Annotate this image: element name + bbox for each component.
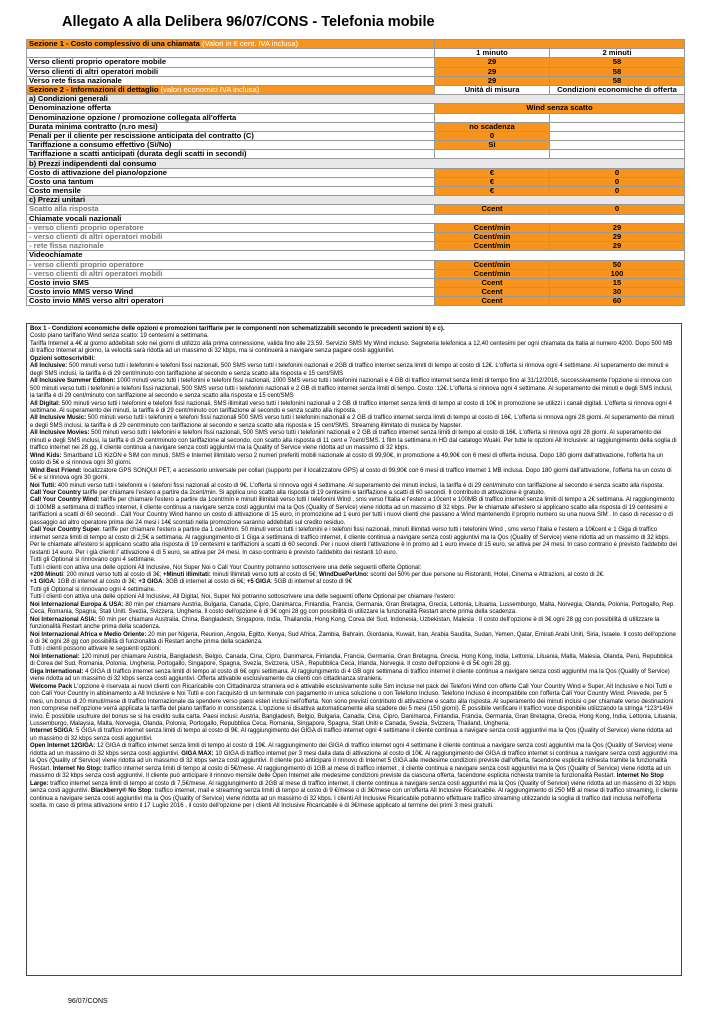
video-header-label: Videochiamate [27, 251, 685, 260]
section-title: Sezione 1 - Costo complessivo di una chiamata [29, 39, 200, 49]
detail-value: 30 [550, 288, 685, 297]
detail-value [550, 113, 685, 122]
section-1-columns [27, 49, 685, 58]
detail-label: - verso clienti di altri operatori mobili [27, 269, 435, 278]
detail-value: 0 [550, 187, 685, 196]
detail-value: 60 [550, 297, 685, 306]
detail-row [27, 269, 685, 278]
detail-label: Costo una tantum [27, 177, 435, 186]
detail-label: Costo invio MMS verso Wind [27, 288, 435, 297]
option-all-inclusive-summer: All Inclusive Summer Edition: 1000 minuti verso tutti i telefonini e telefoni fissi nazionali, 1000 SMS verso tutti i telefonini nazionali e 4 GB di traffico internet senza limiti di tempo fino al 31/12/2016, successivamente l'opzione si rinnova con 500 minuti verso tutti i telefonini e telefoni fissi nazionali, 500 SMS verso tutti i telefonini nazionali e 2 GB di traffico internet senza limiti di tempo. Costo :12€. L'offerta si rinnova ogni 4 settimane. Al superamento dei minuti e degli SMS inclusi, la tariffa è di 29 cent/minuto con tariffazione al secondo e senza scatto alla risposta e 15 cent/SMS [30, 378, 673, 400]
detail-row [27, 278, 685, 287]
detail-row [27, 205, 685, 214]
cost-2-minutes: 58 [550, 67, 685, 76]
group-a [27, 95, 685, 104]
detail-unit: Ccent [435, 288, 550, 297]
video-header [27, 251, 685, 260]
group-c [27, 196, 685, 205]
cost-row [27, 76, 685, 85]
section-subtitle: (Valori in € cent. IVA inclusa) [202, 39, 298, 49]
detail-unit: Sì [435, 141, 550, 150]
detail-row [27, 113, 685, 122]
conditions-header: Condizioni economiche di offerta [550, 85, 685, 94]
voice-header-label: Chiamate vocali nazionali [27, 214, 685, 223]
detail-value: 0 [550, 205, 685, 214]
detail-unit: 0 [435, 131, 550, 140]
box-paragraph: Tutti i clienti con attiva una delle opzioni All Inclusive, All Digital, Noi, Super Noi potranno sottoscrivere una delle seguenti offerte Optional per chiamare l'estero: [30, 594, 456, 601]
detail-label: Denominazione offerta [27, 104, 435, 113]
box-paragraph: Costo piano tariffario Wind senza scatto: 19 centesimi a settimana. [30, 333, 209, 340]
detail-row [27, 297, 685, 306]
section-2-header [27, 85, 685, 94]
group-a-label: a) Condizioni generali [27, 95, 685, 104]
detail-value [550, 150, 685, 159]
detail-row [27, 232, 685, 241]
option-all-inclusive-movies: All Inclusive Movies: 500 minuti verso tutti i telefonini e telefoni fissi nazionali, 500 SMS verso tutti i telefonini nazionali e 2 GB di traffico internet senza limiti di tempo al costo di 16€. L'offerta si rinnova ogni 28 giorni. Al superamento dei minuti e degli SMS inclusi, la tariffa è di 29 cent/minuto con tariffazione al secondo, con scatto alla risposta di 11 cent e 7cent/SMS. 1 film la settimana in HD dal catalogo Wuaki. Per tutte le opzioni All Inclusive: al raggiungimento della soglia di traffico internet nei 28 gg, il cliente continua a navigare senza costi aggiuntivi ma la Quality of Service viene ridotta ad un massimo di 32 kbps. [30, 430, 677, 452]
cost-label: Verso clienti proprio operatore mobile [27, 58, 435, 67]
detail-label: Scatto alla risposta [27, 205, 435, 214]
detail-label: - verso clienti proprio operatore [27, 260, 435, 269]
detail-row [27, 242, 685, 251]
detail-label: Costo invio MMS verso altri operatori [27, 297, 435, 306]
detail-value: 50 [550, 260, 685, 269]
detail-value [550, 131, 685, 140]
optional-giga: +1 GIGA: 1GB di internet al costo di 3€; +3 GIGA: 3GB di internet al costo di 6€; +5 GIGA: 5GB di internet al costo di 9€ [30, 579, 352, 586]
detail-label: Denominazione opzione / promozione collegata all'offerta [27, 113, 435, 122]
detail-unit: Ccent [435, 297, 550, 306]
cost-row [27, 67, 685, 76]
detail-value: 0 [550, 177, 685, 186]
detail-unit: € [435, 187, 550, 196]
section-title: Sezione 2 - Informazioni di dettaglio [29, 85, 159, 95]
detail-unit: Ccent/min [435, 269, 550, 278]
cost-2-minutes: 58 [550, 76, 685, 85]
detail-label: Durata minima contratto (n.ro mesi) [27, 122, 435, 131]
box-paragraph: Tutti i clienti possono attivare le seguenti opzioni: [30, 646, 162, 653]
detail-unit [435, 150, 550, 159]
detail-label: Costo invio SMS [27, 278, 435, 287]
detail-row [27, 131, 685, 140]
group-c-label: c) Prezzi unitari [27, 196, 685, 205]
detail-unit: Ccent/min [435, 242, 550, 251]
cost-row [27, 58, 685, 67]
option-call-your-country-super: Call Your Country Super. tariffe per chiamare l'estero a partire da 1 cent/min. 50 minuti verso tutti i telefonini e i telefoni fissi nazionali, minuti illimitati verso tutti i telefonini Wind , sms verso l'Italia e l'estero a 10€cent e 1 Giga di traffico internet senza limiti di tempo al costo di 2,5€ a settimana. Al raggiungimento di 1 Giga a settimana di traffico internet, il cliente continua a navigare senza costi aggiuntivi ma la Qos (Quality of Service) viene ridotta ad un massimo di 32 kbps. Per le chiamate all'estero si applicano scatto alla risposta di 19 centesimi e tariffazioni a scatti di 60 secondi. Per i nuovi clienti l'attivazione è in promo ad 1 euro invece di 15 euro, se attiva per 24 mesi. In caso contrario è previsto l'addebito dei restanti 14 euro. Per i già clienti l' attivazione è di 5 euro, se attiva per 24 mesi. In caso contrario è previsto l'addebito dei restanti 10 euro. [30, 527, 678, 556]
detail-unit [435, 113, 550, 122]
detail-unit: € [435, 168, 550, 177]
detail-value [550, 141, 685, 150]
option-call-your-country-wind: Call Your Country Wind: tariffe per chiamare l'estero a partire da 1cent/min e minuti illimitati verso tutti i telefonini Wind , sms verso l'Italia e l'estero a 10cent e 100MB di traffico internet senza limiti di tempo a 2€ settimana. Al raggiungimento di 100MB a settimana di traffico internet, il cliente continua a navigare senza costi aggiuntivi ma la Qos (Quality of Service) viene ridotta ad un massimo di 32 kbps. Per le chiamate all'estero si applicano scatto alla risposta di 19 centesimi e tariffazioni a scatti di 60 secondi . Call Your Country Wind hanno un costo di attivazione di 15 euro, in promozione ad 1 euro per tutti i nuovi clienti che passano a Wind mantenendo il proprio numero su una nuova SIM . In caso di recesso o di passaggio ad altro operatore prima dei 24 mesi i 14€ scontati nella promozione saranno addebitati sul credito residuo. [30, 497, 675, 526]
group-b-label: b) Prezzi indipendenti dal consumo [27, 159, 685, 168]
section-1-header [27, 40, 685, 49]
box-paragraph: Tutti i clienti con attiva una delle opzioni All Inclusive, Noi Super Noi o Call Your Country potranno sottoscrivere una delle seguenti offerte Optional: [30, 564, 422, 571]
box-heading: Box 1 - Condizioni economiche delle opzioni e promozioni tariffarie per le componenti non schematizzabili secondo le precedenti sezioni b) e c). [30, 326, 445, 332]
option-giga-international: Giga International: 4 GIGA di traffico internet senza limiti di tempo al costo di 6€ ogni settimana. Al raggiungimento di 4 GB ogni settimana di traffico internet il cliente continua a navigare senza costi aggiuntivi ma la Qos (Quality of Service) viene ridotta ad un massimo di 32 kbps senza costi aggiuntivi. Offerta attivabile esclusivamente da clienti con cittadinanza straniera. [30, 668, 670, 683]
section-1-header-label [27, 40, 435, 49]
detail-row [27, 223, 685, 232]
option-all-inclusive-music: All Inclusive Music: 500 minuti verso tutti i telefonini e telefoni fissi nazionali 500 SMS verso tutti i telefonini nazionali e 2 GB di traffico internet senza limiti di tempo al costo di 16€. L'offerta si rinnova ogni 28 giorni. Al superamento dei minuti e degli SMS inclusi, la tariffa è di 29 cent/minuto con tariffazione al secondo e senza scatto alla risposta e 15 cent/SMS. Streaming illimitato di musica by Napster. [30, 415, 675, 429]
cost-label: Verso rete fissa nazionale [27, 76, 435, 85]
detail-row [27, 187, 685, 196]
detail-unit: Ccent/min [435, 260, 550, 269]
cost-2-minutes: 58 [550, 58, 685, 67]
detail-row [27, 150, 685, 159]
option-noi-international-europa: Noi Internazional Europa & USA: 80 min per chiamare Austria, Bulgaria, Canada, Cipro, Danimarca, Finlandia, Francia, Germania, Gran Bretagna, Grecia, Lettonia, Lituania, Lussemburgo, Malta, Norvegia, Olanda, Polonia, Portogallo, Rep. Ceca, Romania, Spagna, Stati Uniti, Svezia, Svizzera, Ungheria. Il costo dell'opzione è di 3€ ogni 28 gg con possibilità di utilizzare la funzionalità Restart anche prima della scadenza. [30, 601, 675, 616]
section-1-blank [435, 40, 685, 49]
box-1 [26, 323, 682, 976]
option-noi-international: Noi International: 120 minuti per chiamare Austria, Bangladesh, Belgio, Canada, Cina, Cipro, Danimarca, Finlandia, Francia, Germania, Gran Bretagna, Grecia, Hong Kong, India, Lettonia, Lituania, Malta, Malesia, Olanda, Perù, Repubblica di Corea del Sud, Romania, Polonia, Ungheria, Portogallo, Singapore, Spagna, Svezia, Svizzera, USA , Repubblica Ceca, Irlanda, Norvegia. Il costo dell'opzione è di 5€ ogni 28 gg. [30, 653, 673, 668]
detail-value: 0 [550, 168, 685, 177]
optional-minutes: +200 Minuti: 200 minuti verso tutti al costo di 3€; +Minuti illimitati: minuti Illimitati verso tutti al costo di 5€; WindDuePerUno: sconti del 50% per due persone su Ristoranti, Hotel, Cinema e Attrazioni, al costo di 2€. [30, 571, 605, 578]
unit-header: Unità di misura [435, 85, 550, 94]
detail-row [27, 141, 685, 150]
detail-row [27, 260, 685, 269]
detail-label: - verso clienti proprio operatore [27, 223, 435, 232]
detail-label: Tariffazione a consumo effettivo (Sì/No) [27, 141, 435, 150]
detail-row [27, 177, 685, 186]
detail-value [550, 122, 685, 131]
detail-unit: Ccent [435, 205, 550, 214]
cost-1-minute: 29 [435, 76, 550, 85]
detail-label: - verso clienti di altri operatori mobili [27, 232, 435, 241]
detail-value: 29 [550, 242, 685, 251]
box-paragraph: Tariffa Internet a 4€ al giorno addebitati solo nei giorni di utilizzo alla prima connessione, valida fino alle 23.59. Servizio SMS My Wind incluso. Segreteria telefonica a 12,40 centesimi per ogni chiamata da Italia al numero 4200. Dopo 500 MB di traffico Internet al giorno, la velocità sarà ridotta ad un massimo di 32 kbps, ma si continuerà a navigare senza pagare costi aggiuntivi. [30, 340, 673, 355]
detail-unit: no scadenza [435, 122, 550, 131]
cost-1-minute: 29 [435, 67, 550, 76]
detail-row [27, 104, 685, 113]
detail-label: Costo mensile [27, 187, 435, 196]
option-call-your-country: Call Your Country tariffe per chiamare l'estero a partire da 2cent/min. Si applica uno scatto alla risposta di 19 centesimi e tariffazione a scatti di 60 secondi. Il contributo di attivazione è gratuito. [30, 489, 546, 496]
option-welcome-pack: Welcome Pack L'opzione è riservata ai nuovi clienti con Ricaricabile con Cittadinanza straniera ed è attivabile esclusivamente sulle Sim incluse nel pack dei Telefoni Wind con offerte Call Your Country Wind e Super, All Inclusive e Noi Tutti e con Call Your Country in abbinamento a All Inclusive e Noi Tutti e con l'acquisto di un terminale con pagamento in unica soluzione o con Telefono Incluso. Telefono Incluso è incompatibile con l'offerta Call Your Country Wind. Prevede, per 5 mesi, un bonus di 20 minuti/mese di traffico Internazionale da spendere verso paesi esteri inclusi nell'offerta. Non sono previsti contributo di attivazione e scatto alla risposta. Al superamento dei minuti inclusi o per chiamate verso destinazioni non comprese nell'opzione verrà applicata la tariffa del piano tariffario in consistenza. L'opzione si disattiva automaticamente alla scadere dei 5 mesi (150 giorni). È possibile verificare il traffico voce disponibile utilizzando la stringa *123*149# invio. È possibile usufruire del bonus se si ha credito sulla carta. Paesi inclusi: Austria, Bangladesh, Belgio, Bulgaria, Canada, Cina, Cipro, Danimarca, Finlandia, Francia, Germania, Gran Bretagna, Grecia, Hong Kong, India, Lettonia, Lituania, Lussemburgo, Malaysia, Malta, Norvegia, Olanda, Polonia, Portogallo, Repubblica Ceca, Romania, Singapore, Spagna, Stati Uniti e Canada, Svezia, Svizzera, Thailand, Ungheria. [30, 683, 678, 728]
page-footer: 96/07/CONS [68, 998, 108, 1005]
col-1-minute: 1 minuto [435, 49, 550, 58]
cost-1-minute: 29 [435, 58, 550, 67]
detail-label: Tariffazione a scatti anticipati (durata degli scatti in secondi) [27, 150, 435, 159]
option-all-inclusive: All Inclusive: 500 minuti verso tutti i telefonini e telefoni fissi nazionali, 500 SMS verso tutti i telefonini nazionali e 2GB di traffico internet senza limiti di tempo al costo di 12€. L'offerta si rinnova ogni 4 settimane. Al superamento dei minuti e degli SMS inclusi, la tariffa è di 29 cent/minuto con tariffazione al secondo e senza scatto alla risposta e 15 cent/SMS [30, 363, 669, 377]
detail-unit: Ccent [435, 278, 550, 287]
detail-row [27, 122, 685, 131]
blank-cell [27, 49, 435, 58]
offer-table [26, 39, 685, 306]
detail-label: Penali per il cliente per rescissione anticipata del contratto (C) [27, 131, 435, 140]
detail-value: 100 [550, 269, 685, 278]
cost-label: Verso clienti di altri operatori mobili [27, 67, 435, 76]
detail-label: Costo di attivazione del piano/opzione [27, 168, 435, 177]
option-noi-international-asia: Noi Internazional ASIA: 50 min per chiamare Australia, China, Bangladesh, Singapore, India, Thailandia, Hong Kong, Corea del Sud, Indonesia, Uzbekistan, Malesia . Il costo dell'opzione è di 3€ ogni 28 gg con possibilità di utilizzare la funzionalità Restart anche prima della scadenza. [30, 616, 660, 631]
detail-unit: Ccent/min [435, 223, 550, 232]
detail-value: 29 [550, 232, 685, 241]
detail-row [27, 288, 685, 297]
detail-unit: € [435, 177, 550, 186]
detail-row [27, 168, 685, 177]
option-internet-5giga: Internet 5GIGA: 5 GIGA di traffico internet senza limiti di tempo al costo di 9€. Al raggiungimento dei GIGA di traffico internet ogni 4 settimane il cliente continua a navigare senza costi aggiuntivi ma la Qos (Quality of Service) viene ridotta ad un massimo di 32 kbps senza costi aggiuntivi. [30, 728, 673, 742]
box-paragraph: Tutti gli Optional si rinnovano ogni 4 settimane. [30, 586, 156, 593]
option-wind-best-friend: Wind Best Friend: localizzatore GPS SONQUI PET, e accessorio universale per collari (supporto per il localizzatore GPS) al costo di 99,90€ con 6 mesi di traffico internet 1 MB inclusa. Dopo 180 giorni dall'attivazione, l'offerta ha un costo di 5€ e si rinnova ogni 30 giorni. [30, 467, 672, 482]
page-title: Allegato A alla Delibera 96/07/CONS - Telefonia mobile [62, 14, 435, 30]
section-subtitle: (valori economici IVA inclusa) [160, 85, 260, 95]
section-2-header-label [27, 85, 435, 94]
option-noi-tutti: Noi Tutti: 400 minuti verso tutti i telefonini e i telefoni fissi nazionali al costo di 9€. L'offerta si rinnova ogni 4 settimane. Al superamento dei minuti inclusi, la tariffa è di 29 cent/minuto con tariffazione al secondo e senza scatto alla risposta. [30, 482, 664, 489]
box-paragraph: Tutti gli Optional si rinnovano ogni 4 settimane. [30, 557, 156, 564]
voice-header [27, 214, 685, 223]
option-noi-international-africa: Noi Internazional Africa e Medio Oriente: 20 min per Nigeria, Reunion, Angola, Egitto, Kenya, Sud Africa, Zambia, Bahrain, Giordania, Kuwait, Iran, Arabia Saudita, Sudan, Yemen, Qatar, Emirati Arabi Uniti, Siria, Israele. Il costo dell'opzione è di 3€ ogni 28 gg con possibilità di funzionalità di Restart anche prima della scadenza. [30, 631, 676, 646]
detail-value: 29 [550, 223, 685, 232]
option-open-internet: Open Internet 12GIGA: 12 GIGA di traffico internet senza limiti di tempo al costo di 19€. Al raggiungimento dei GIGA di traffico internet ogni 4 settimane il cliente continua a navigare senza costi aggiuntivi ma la Qos (Quality of Service) viene ridotta ad un massimo di 32 kbps senza costi aggiuntivi. GIGA MAX: 10 GIGA di traffico internet per 3 mesi dalla data di attivazione al costo di 10€. Al raggiungimento dei GIGA di traffico internet si continua a navigare senza costi aggiuntivi ma la Qos (Quality of Service) viene ridotta ad un massimo di 32 kbps senza costi aggiuntivi. Il cliente può anticipare il rinnovo di Internet 5 GIGA alle medesime condizioni previste dall'offerta, facendone esplicita richiesta tramite la funzionalità Restart. Internet No Stop: traffico internet senza limiti di tempo al costo di 5€/mese. Al raggiungimento di 1GB al mese di traffico internet , il cliente continua a navigare senza costi aggiuntivi ma la Qos (Quality of Service) viene ridotta ad un massimo di 32 kbps senza costi aggiuntivi. Il cliente può anticipare il rinnovo mensile delle Open Internet alle medesime condizioni previste da ciascuna offerta, facendone esplicita richiesta tramite la funzionalità Restart. Internet No Stop Large: traffico internet senza limiti di tempo al costo di 7,5€/mese. Al raggiungimento di 2GB al mese di traffico internet, il cliente continua a navigare senza costi aggiuntivi ma la Qos (Quality of Service) viene ridotta ad un massimo di 32 kbps senza costi aggiuntivi. Blackberry® No Stop: traffico internet, mail e streaming senza limiti di tempo al costo di 9 €/mese o di 3€/mese con un'offerta All Inclusive Ricaricabile. Al raggiungimento di 250 MB al mese di traffico streaming, il cliente continua a navigare senza costi aggiuntivi ma la Qos (Quality of Service) viene ridotta ad un massimo di 32 kbps. I clienti All Inclusive Ricaricabile potranno effettuare traffico streaming utilizzando la soglia di traffico dati inclusa nell'offerta scelta. In caso di prima attivazione entro il 17 Luglio 2016 , il costo dell'opzione per i clienti All Inclusive Ricaricabile è di 3€/mese applicato al termine dei primi 3 mesi gratuiti. [30, 743, 678, 809]
detail-value: Wind senza scatto [435, 104, 685, 113]
detail-unit: Ccent/min [435, 232, 550, 241]
option-wind-kids: Wind Kids: Smartband LG KizON e SIM con minuti, SMS e Internet illimitato verso 2 numeri preferiti mobili nazionale al costo di 99,90€, in promozione a 49,90€ con 6 mesi di offerta inclusa. Dopo 180 giorni dall'attivazione, l'offerta ha un costo di 5€ e si rinnova ogni 30 giorni. [30, 452, 664, 467]
option-all-digital: All Digital: 500 minuti verso tutti i telefonini e telefoni fissi nazionali, SMS illimitati verso tutti i telefonini nazionali e 2 GB di traffico internet senza limiti di tempo al costo di 10€ in promozione se utilizzi i canali digitali. L'offerta si rinnova ogni 4 settimane. Al superamento dei minuti, la tariffa è di 29 cent/minuto con tariffazione al secondo e senza scatto alla risposta. [30, 400, 672, 414]
col-2-minutes: 2 minuti [550, 49, 685, 58]
detail-label: - rete fissa nazionale [27, 242, 435, 251]
box-paragraph: Opzioni sottoscrivibili: [30, 355, 96, 362]
detail-value: 15 [550, 278, 685, 287]
group-b [27, 159, 685, 168]
